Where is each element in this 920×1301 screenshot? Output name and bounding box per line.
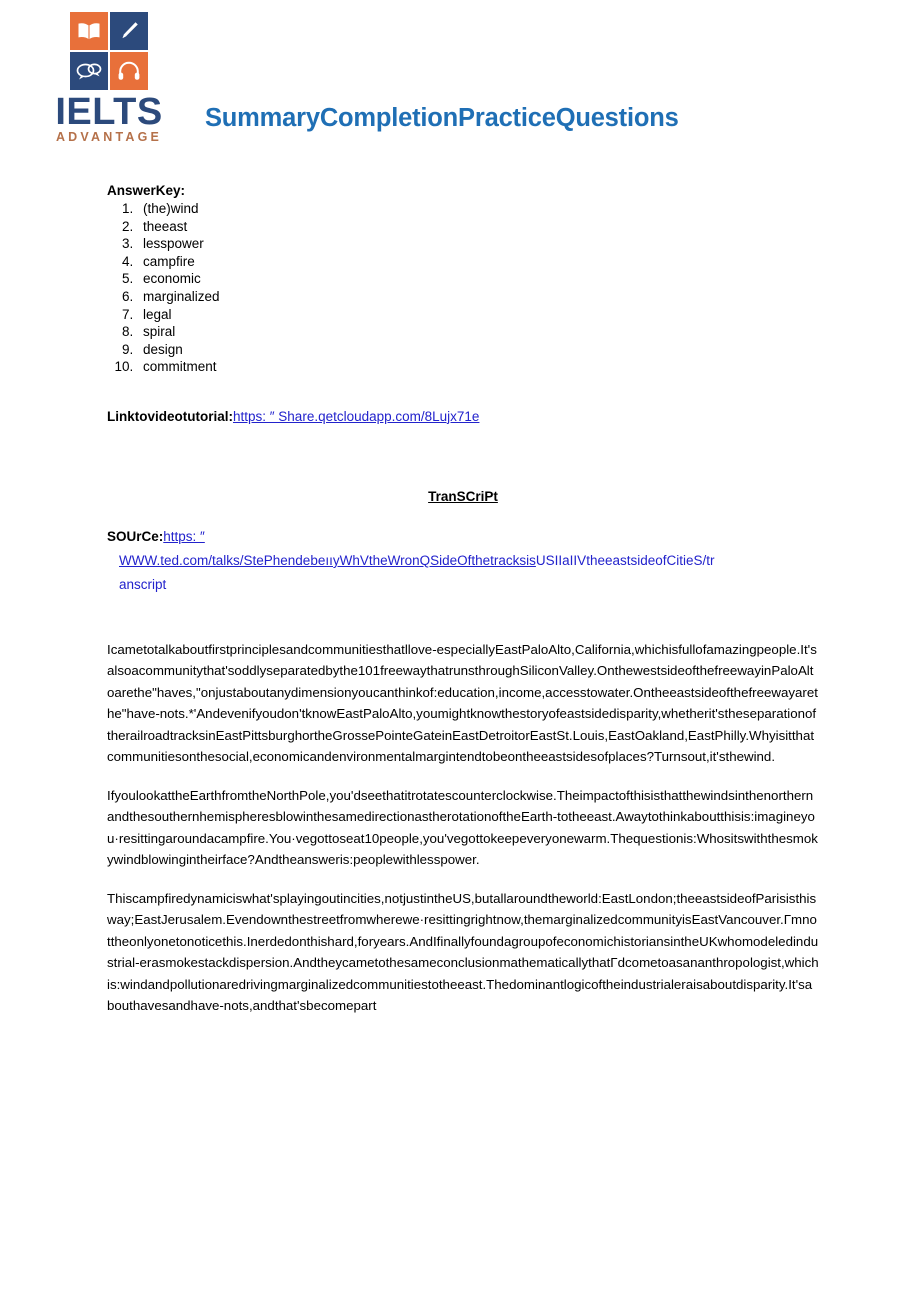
transcript-paragraph: IfyoulookattheEarthfromtheNorthPole,you'dseethatitrotatescounterclockwise.TheimpactofthisisthatthewindsinthenorthernandthesouthernhemispheresblowinthesamedirectionastherotationoftheEarth-totheeast.Awaytothinkaboutthisis:imagineyou·resittingaroundacampfire.You·vegottoseat10people,you'vegottokeepeveryonewarm.Thequestionis:Whositswiththesmokywindblowingintheirface?Andtheansweris:peoplewithlesspower. (107, 787, 818, 868)
list-item: 8. spiral (137, 323, 819, 341)
source-label: SOUrCe: (107, 528, 164, 544)
list-item: 6. marginalized (137, 288, 819, 306)
transcript-paragraph: Icametotalkaboutfirstprinciplesandcommunitiesthatllove-especiallyEastPaloAlto,California,whichisfullofamazingpeople.It'salsoacommunitythat'soddlyseparatedbythe101freewaythatrunsthroughSiliconValley.OnthewestsideofthefreewayinPaloAltoarethe"haves,"onjustaboutanydimensionyoucanthinkof:education,income,accesstowater.Ontheeastsideofthefreewayarethe"have-nots.*'Andevenifyoudon'tknowEastPaloAlto,youmightknowthestoryofeastsidedisparity,whetherit'stheseparationoftherailroadtracksinEastPittsburghortheGrossePointeGateinEastDetroitorEastSt.Louis,EastOakland,EastPhilly.Whyisitthatcommunitiesonthesocial,economicandenvironmentalmargintendtobeontheeastsidesofplaces?Turnsout,it'sthewind. (107, 641, 818, 765)
transcript-text (107, 639, 819, 1017)
source-link-part3[interactable]: USIIaIIVtheeastsideofCitieS/tr (535, 552, 715, 568)
pen-icon (110, 12, 148, 50)
video-tutorial-label: Linktovideotutorial: (107, 408, 233, 424)
headphones-icon (110, 52, 148, 90)
document-body (107, 182, 819, 1034)
transcript-heading: TranSCriPt (428, 488, 498, 504)
source-link-part1[interactable]: https: ″ (163, 528, 205, 544)
logo-tagline-text: ADVANTAGE (55, 130, 163, 144)
page-title: SummaryCompletionPracticeQuestions (205, 104, 679, 132)
video-tutorial-link[interactable]: https: ″ Share.qetcloudapp.com/8Lujx71e (233, 408, 480, 424)
list-item: 4. campfire (137, 253, 819, 271)
transcript-paragraph: Thiscampfiredynamiciswhat'splayingoutincities,notjustintheUS,butallaroundtheworld:EastLondon;theeastsideofParisisthisway;EastJerusalem.Evendownthestreetfromwherewe·resittingrightnow,themarginalizedcommunityisEastVancouver.Γmnottheonlyonetonoticethis.Inerdedonthishard,foryears.AndIfinallyfoundagroupofeconomichistoriansintheUKwhomodeledindustrial-erasmokestackdispersion.AndtheycametothesameconclusionmathematicallythatΓdcometoasananthropologist,whichis:windandpollutionaredrivingmarginalizedcommunitiestotheeast.Thedominantlogicoftheindustrialeraisaboutdisparity.It'sabouthavesandhave-nots,andthat'sbecomepart (107, 890, 819, 1014)
transcript-source (107, 525, 819, 597)
answer-key-list (107, 200, 819, 376)
document-header (0, 0, 920, 165)
answer-key-heading: AnswerKey: (107, 183, 186, 198)
open-book-icon (70, 12, 108, 50)
list-item: 7. legal (137, 306, 819, 324)
logo-icon-grid (70, 12, 148, 90)
speech-bubbles-icon (70, 52, 108, 90)
ielts-advantage-logo (44, 12, 174, 144)
source-link-part2[interactable]: WWW.ted.com/talks/StePhendebeııyWhVtheWronQSideOfthetracksis (119, 552, 536, 568)
logo-brand-text: IELTS (55, 91, 163, 133)
list-item: 9. design (137, 341, 819, 359)
list-item: 10. commitment (137, 358, 819, 376)
list-item: 5. economic (137, 270, 819, 288)
source-link-part4[interactable]: anscript (119, 576, 167, 592)
list-item: 2. theeast (137, 218, 819, 236)
list-item: 1. (the)wind (137, 200, 819, 218)
list-item: 3. lesspower (137, 235, 819, 253)
source-link-wrap (119, 549, 819, 597)
video-tutorial-line (107, 408, 819, 426)
